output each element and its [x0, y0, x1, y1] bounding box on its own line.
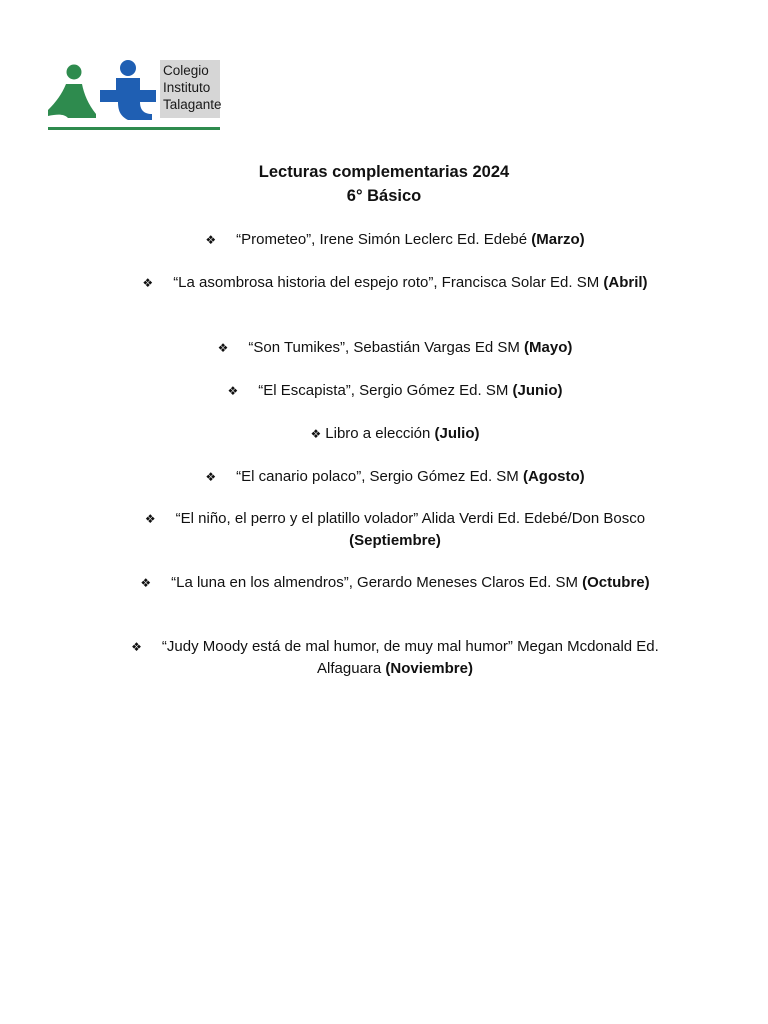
reading-item-8: [130, 572, 660, 594]
diamond-bullet-icon: ❖: [310, 427, 322, 441]
logo-mark-icon: [46, 58, 158, 122]
item-month: (Noviembre): [385, 660, 473, 677]
item-month: (Marzo): [531, 231, 585, 248]
diamond-bullet-icon: ❖: [205, 233, 217, 247]
diamond-bullet-icon: ❖: [205, 470, 217, 484]
diamond-bullet-icon: ❖: [144, 512, 156, 526]
logo-text: [163, 62, 222, 113]
item-text: “El Escapista”, Sergio Gómez Ed. SM: [258, 382, 509, 399]
title-line-1: Lecturas complementarias 2024: [258, 163, 510, 181]
reading-item-7: [130, 508, 660, 552]
reading-item-2: [130, 272, 660, 294]
item-text: “El canario polaco”, Sergio Gómez Ed. SM: [236, 468, 519, 485]
school-logo: [46, 58, 220, 132]
reading-item-1: [130, 229, 660, 251]
item-month: (Junio): [512, 382, 563, 399]
diamond-bullet-icon: ❖: [140, 576, 152, 590]
reading-item-6: [130, 466, 660, 488]
diamond-bullet-icon: ❖: [217, 341, 229, 355]
item-text: “El niño, el perro y el platillo volador” Alida Verdi Ed. Edebé/Don Bosco: [175, 510, 646, 527]
item-month: (Octubre): [582, 574, 650, 591]
document-title: [0, 160, 768, 208]
diamond-bullet-icon: ❖: [131, 640, 142, 654]
item-month: (Abril): [603, 274, 648, 291]
item-month: (Septiembre): [349, 532, 441, 549]
item-text: “Prometeo”, Irene Simón Leclerc Ed. Edebé: [236, 231, 528, 248]
logo-line-2: Instituto: [163, 80, 211, 95]
reading-item-9: [130, 636, 660, 680]
diamond-bullet-icon: ❖: [227, 384, 239, 398]
item-month: (Agosto): [522, 468, 585, 485]
item-text: “La asombrosa historia del espejo roto”, Francisca Solar Ed. SM: [173, 274, 600, 291]
item-text: “Son Tumikes”, Sebastián Vargas Ed SM: [248, 339, 520, 356]
item-month: (Julio): [434, 425, 480, 442]
logo-underline: [48, 127, 220, 130]
reading-item-5: [130, 423, 660, 445]
reading-item-4: [130, 380, 660, 402]
item-text: “La luna en los almendros”, Gerardo Meneses Claros Ed. SM: [171, 574, 578, 591]
logo-line-3: Talagante: [163, 97, 222, 112]
item-month: (Mayo): [524, 339, 573, 356]
reading-item-3: [130, 337, 660, 359]
title-line-2: 6° Básico: [346, 187, 422, 205]
logo-line-1: Colegio: [163, 63, 209, 78]
diamond-bullet-icon: ❖: [142, 276, 154, 290]
item-text: Libro a elección: [325, 425, 435, 442]
item-text: “Judy Moody está de mal humor, de muy mal humor” Megan Mcdonald Ed. Alfaguara: [161, 638, 659, 677]
